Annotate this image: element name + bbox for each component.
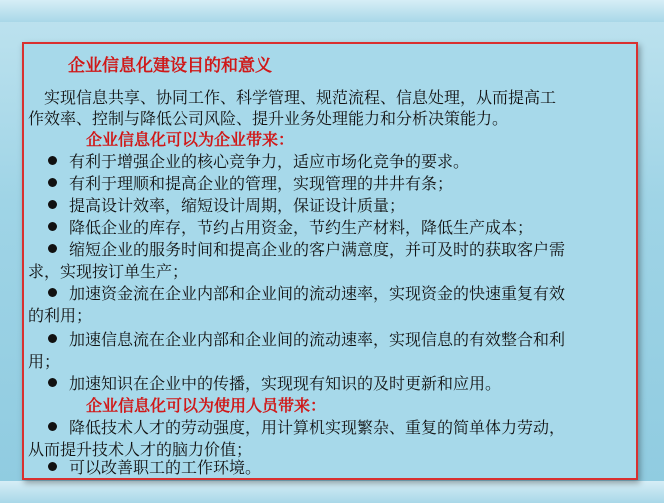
bullet-icon bbox=[48, 462, 57, 471]
list-item-continuation: 从而提升技术人才的脑力价值； bbox=[28, 440, 253, 459]
bullet-icon bbox=[48, 334, 57, 343]
bullet-icon bbox=[48, 422, 57, 431]
list-item: 有利于理顺和提高企业的管理，实现管理的井井有条； bbox=[28, 174, 636, 194]
bullet-icon bbox=[48, 288, 57, 297]
list-item: 加速知识在企业中的传播，实现现有知识的及时更新和应用。 bbox=[28, 374, 636, 394]
list-item: 缩短企业的服务时间和提高企业的客户满意度，并可及时的获取客户需 bbox=[28, 240, 636, 260]
bullet-icon bbox=[48, 222, 57, 231]
list-item: 降低企业的库存，节约占用资金，节约生产材料，降低生产成本； bbox=[28, 218, 636, 238]
section1-heading: 企业信息化可以为企业带来： bbox=[86, 130, 295, 149]
intro-line-2: 作效率、控制与降低公司风险、提升业务处理能力和分析决策能力。 bbox=[28, 109, 509, 128]
list-item: 提高设计效率，缩短设计周期，保证设计质量； bbox=[28, 196, 636, 216]
list-item: 有利于增强企业的核心竞争力，适应市场化竞争的要求。 bbox=[28, 152, 636, 172]
bullet-icon bbox=[48, 244, 57, 253]
list-item: 降低技术人才的劳动强度，用计算机实现繁杂、重复的简单体力劳动， bbox=[28, 418, 636, 438]
bullet-icon bbox=[48, 178, 57, 187]
content-panel bbox=[22, 42, 638, 480]
section2-heading: 企业信息化可以为使用人员带来： bbox=[86, 396, 327, 415]
top-stripe bbox=[0, 0, 664, 22]
list-item-continuation: 求，实现按订单生产； bbox=[28, 262, 189, 281]
intro-line-1: 实现信息共享、协同工作、科学管理、规范流程、信息处理，从而提高工 bbox=[28, 88, 557, 107]
page-title: 企业信息化建设目的和意义 bbox=[68, 56, 272, 76]
bullet-icon bbox=[48, 156, 57, 165]
list-item: 可以改善职工的工作环境。 bbox=[28, 458, 636, 478]
list-item: 加速资金流在企业内部和企业间的流动速率，实现资金的快速重复有效 bbox=[28, 284, 636, 304]
bullet-icon bbox=[48, 378, 57, 387]
list-item-continuation: 用； bbox=[28, 352, 61, 371]
list-item-continuation: 的利用； bbox=[28, 306, 93, 325]
list-item: 加速信息流在企业内部和企业间的流动速率，实现信息的有效整合和利 bbox=[28, 330, 636, 350]
bottom-stripe bbox=[0, 481, 664, 503]
bullet-icon bbox=[48, 200, 57, 209]
